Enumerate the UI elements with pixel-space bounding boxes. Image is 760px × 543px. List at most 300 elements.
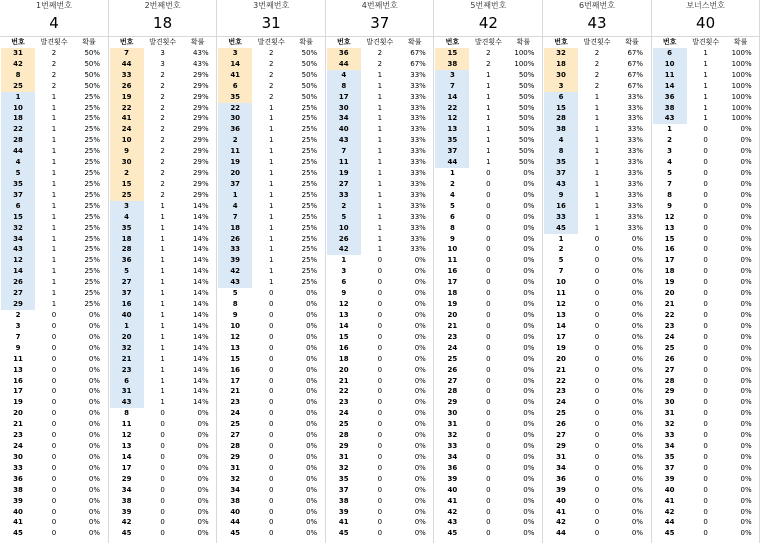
probability-cell[interactable]: 0% <box>631 376 643 385</box>
number-cell[interactable]: 45 <box>664 529 675 538</box>
number-cell[interactable]: 21 <box>447 321 458 330</box>
probability-cell[interactable]: 0% <box>306 332 318 341</box>
count-cell[interactable]: 1 <box>377 179 383 188</box>
count-cell[interactable]: 0 <box>703 332 708 341</box>
number-cell[interactable]: 4 <box>449 190 455 199</box>
count-cell[interactable]: 1 <box>594 103 600 112</box>
count-cell[interactable]: 1 <box>268 158 274 167</box>
count-cell[interactable]: 0 <box>486 387 491 396</box>
probability-cell[interactable]: 33% <box>410 201 426 210</box>
probability-cell[interactable]: 0% <box>414 496 426 505</box>
probability-cell[interactable]: 0% <box>88 431 100 440</box>
count-cell[interactable]: 0 <box>486 529 491 538</box>
probability-cell[interactable]: 25% <box>301 114 318 123</box>
count-cell[interactable]: 0 <box>703 223 708 232</box>
probability-cell[interactable]: 50% <box>518 114 535 123</box>
probability-cell[interactable]: 0% <box>631 463 643 472</box>
count-cell[interactable]: 1 <box>51 114 57 123</box>
group-drawn-number[interactable]: 37 <box>370 14 390 32</box>
count-cell[interactable]: 2 <box>594 81 600 90</box>
number-cell[interactable]: 7 <box>110 48 144 59</box>
count-cell[interactable]: 0 <box>594 518 600 527</box>
number-cell[interactable]: 1 <box>449 169 455 178</box>
count-cell[interactable]: 2 <box>160 179 165 188</box>
probability-cell[interactable]: 100% <box>514 48 535 57</box>
count-cell[interactable]: 2 <box>594 48 600 57</box>
count-cell[interactable]: 0 <box>703 387 708 396</box>
number-cell[interactable]: 17 <box>327 92 361 103</box>
probability-cell[interactable]: 0% <box>523 169 535 178</box>
number-cell[interactable]: 8 <box>449 223 455 232</box>
number-cell[interactable]: 18 <box>110 234 144 245</box>
count-cell[interactable]: 2 <box>268 48 274 57</box>
count-cell[interactable]: 1 <box>51 267 57 276</box>
count-cell[interactable]: 0 <box>51 354 57 363</box>
probability-cell[interactable]: 50% <box>301 70 318 79</box>
count-cell[interactable]: 0 <box>703 278 708 287</box>
number-cell[interactable]: 29 <box>447 398 458 407</box>
probability-cell[interactable]: 0% <box>631 529 643 538</box>
probability-cell[interactable]: 100% <box>731 48 752 57</box>
probability-cell[interactable]: 14% <box>193 332 209 341</box>
count-cell[interactable]: 0 <box>51 398 57 407</box>
number-cell[interactable]: 33 <box>544 212 578 223</box>
number-cell[interactable]: 4 <box>218 201 252 212</box>
number-cell[interactable]: 32 <box>110 343 144 354</box>
count-cell[interactable]: 0 <box>268 289 274 298</box>
count-cell[interactable]: 1 <box>160 245 165 254</box>
count-cell[interactable]: 0 <box>486 420 491 429</box>
probability-cell[interactable]: 0% <box>414 442 426 451</box>
count-cell[interactable]: 1 <box>51 234 57 243</box>
count-cell[interactable]: 0 <box>703 474 708 483</box>
count-cell[interactable]: 0 <box>594 452 600 461</box>
number-cell[interactable]: 2 <box>449 179 455 188</box>
number-cell[interactable]: 45 <box>544 223 578 234</box>
probability-cell[interactable]: 0% <box>523 387 535 396</box>
count-cell[interactable]: 2 <box>594 59 600 68</box>
number-cell[interactable]: 12 <box>121 431 132 440</box>
group-title[interactable]: 1번째번호 <box>35 1 72 10</box>
probability-cell[interactable]: 0% <box>414 321 426 330</box>
count-cell[interactable]: 0 <box>160 507 165 516</box>
count-cell[interactable]: 2 <box>160 103 165 112</box>
number-cell[interactable]: 30 <box>13 452 23 461</box>
count-cell[interactable]: 1 <box>377 169 383 178</box>
count-cell[interactable]: 0 <box>486 376 491 385</box>
count-cell[interactable]: 1 <box>51 212 57 221</box>
count-cell[interactable]: 0 <box>486 300 491 309</box>
number-cell[interactable]: 11 <box>13 354 23 363</box>
probability-cell[interactable]: 100% <box>731 114 752 123</box>
count-cell[interactable]: 0 <box>486 343 491 352</box>
probability-cell[interactable]: 0% <box>306 518 318 527</box>
number-cell[interactable]: 3 <box>544 81 578 92</box>
number-cell[interactable]: 20 <box>218 168 252 179</box>
number-cell[interactable]: 45 <box>121 529 132 538</box>
number-cell[interactable]: 25 <box>556 409 566 418</box>
count-cell[interactable]: 0 <box>594 474 600 483</box>
count-cell[interactable]: 0 <box>486 190 491 199</box>
probability-cell[interactable]: 50% <box>84 48 100 57</box>
count-cell[interactable]: 2 <box>377 59 383 68</box>
number-cell[interactable]: 24 <box>338 409 349 418</box>
column-header[interactable]: 번호 <box>228 38 242 46</box>
probability-cell[interactable]: 0% <box>414 332 426 341</box>
number-cell[interactable]: 24 <box>230 409 241 418</box>
probability-cell[interactable]: 0% <box>306 485 318 494</box>
probability-cell[interactable]: 50% <box>84 70 100 79</box>
count-cell[interactable]: 1 <box>160 212 165 221</box>
count-cell[interactable]: 0 <box>377 420 383 429</box>
probability-cell[interactable]: 14% <box>193 278 209 287</box>
count-cell[interactable]: 1 <box>268 212 274 221</box>
probability-cell[interactable]: 25% <box>301 234 318 243</box>
count-cell[interactable]: 0 <box>594 267 600 276</box>
probability-cell[interactable]: 14% <box>193 234 209 243</box>
count-cell[interactable]: 1 <box>377 114 383 123</box>
count-cell[interactable]: 0 <box>377 442 383 451</box>
count-cell[interactable]: 0 <box>594 376 600 385</box>
probability-cell[interactable]: 0% <box>414 289 426 298</box>
count-cell[interactable]: 0 <box>268 507 274 516</box>
number-cell[interactable]: 5 <box>449 201 455 210</box>
count-cell[interactable]: 0 <box>51 376 57 385</box>
probability-cell[interactable]: 0% <box>740 343 752 352</box>
probability-cell[interactable]: 0% <box>740 496 752 505</box>
number-cell[interactable]: 33 <box>664 431 675 440</box>
probability-cell[interactable]: 0% <box>523 518 535 527</box>
number-cell[interactable]: 43 <box>544 179 578 190</box>
count-cell[interactable]: 0 <box>703 267 708 276</box>
probability-cell[interactable]: 0% <box>306 398 318 407</box>
count-cell[interactable]: 0 <box>703 343 708 352</box>
number-cell[interactable]: 35 <box>435 135 469 146</box>
number-cell[interactable]: 25 <box>1 81 35 92</box>
count-cell[interactable]: 0 <box>594 300 600 309</box>
count-cell[interactable]: 1 <box>486 70 491 79</box>
number-cell[interactable]: 9 <box>544 190 578 201</box>
count-cell[interactable]: 0 <box>486 245 491 254</box>
count-cell[interactable]: 0 <box>594 245 600 254</box>
number-cell[interactable]: 26 <box>327 234 361 245</box>
count-cell[interactable]: 0 <box>594 234 600 243</box>
number-cell[interactable]: 39 <box>447 474 458 483</box>
count-cell[interactable]: 0 <box>377 376 383 385</box>
number-cell[interactable]: 36 <box>556 474 566 483</box>
number-cell[interactable]: 41 <box>218 70 252 81</box>
probability-cell[interactable]: 100% <box>514 59 535 68</box>
number-cell[interactable]: 11 <box>447 256 458 265</box>
number-cell[interactable]: 42 <box>447 507 458 516</box>
number-cell[interactable]: 35 <box>544 157 578 168</box>
count-cell[interactable]: 0 <box>703 147 708 156</box>
number-cell[interactable]: 25 <box>110 190 144 201</box>
probability-cell[interactable]: 0% <box>414 529 426 538</box>
group-title[interactable]: 6번째번호 <box>578 1 615 10</box>
probability-cell[interactable]: 0% <box>306 431 318 440</box>
number-cell[interactable]: 25 <box>664 343 675 352</box>
probability-cell[interactable]: 50% <box>301 81 318 90</box>
probability-cell[interactable]: 33% <box>410 212 426 221</box>
number-cell[interactable]: 36 <box>13 474 23 483</box>
count-cell[interactable]: 0 <box>594 463 600 472</box>
count-cell[interactable]: 0 <box>486 474 491 483</box>
count-cell[interactable]: 0 <box>703 507 708 516</box>
probability-cell[interactable]: 33% <box>410 125 426 134</box>
number-cell[interactable]: 8 <box>1 70 35 81</box>
count-cell[interactable]: 0 <box>486 409 491 418</box>
count-cell[interactable]: 0 <box>486 212 491 221</box>
count-cell[interactable]: 1 <box>51 245 57 254</box>
number-cell[interactable]: 11 <box>556 289 566 298</box>
number-cell[interactable]: 11 <box>653 70 687 81</box>
number-cell[interactable]: 13 <box>230 343 241 352</box>
number-cell[interactable]: 22 <box>218 103 252 114</box>
number-cell[interactable]: 14 <box>435 92 469 103</box>
probability-cell[interactable]: 0% <box>414 398 426 407</box>
probability-cell[interactable]: 0% <box>306 529 318 538</box>
count-cell[interactable]: 0 <box>268 365 274 374</box>
count-cell[interactable]: 3 <box>160 59 165 68</box>
probability-cell[interactable]: 14% <box>193 365 209 374</box>
count-cell[interactable]: 1 <box>268 256 274 265</box>
probability-cell[interactable]: 0% <box>523 474 535 483</box>
count-cell[interactable]: 1 <box>160 332 165 341</box>
count-cell[interactable]: 0 <box>51 452 57 461</box>
number-cell[interactable]: 41 <box>110 113 144 124</box>
probability-cell[interactable]: 0% <box>88 420 100 429</box>
count-cell[interactable]: 0 <box>486 485 491 494</box>
count-cell[interactable]: 0 <box>160 485 165 494</box>
probability-cell[interactable]: 25% <box>84 201 100 210</box>
group-drawn-number[interactable]: 31 <box>261 14 281 32</box>
number-cell[interactable]: 29 <box>664 387 675 396</box>
number-cell[interactable]: 37 <box>110 288 144 299</box>
column-header[interactable]: 발견횟수 <box>692 38 720 46</box>
probability-cell[interactable]: 14% <box>193 212 209 221</box>
number-cell[interactable]: 40 <box>13 507 23 516</box>
number-cell[interactable]: 14 <box>218 59 252 70</box>
count-cell[interactable]: 1 <box>160 387 165 396</box>
number-cell[interactable]: 2 <box>667 136 673 145</box>
count-cell[interactable]: 0 <box>160 474 165 483</box>
number-cell[interactable]: 39 <box>13 496 23 505</box>
count-cell[interactable]: 1 <box>594 158 600 167</box>
probability-cell[interactable]: 0% <box>197 409 209 418</box>
count-cell[interactable]: 0 <box>51 507 57 516</box>
count-cell[interactable]: 0 <box>594 496 600 505</box>
number-cell[interactable]: 28 <box>447 387 458 396</box>
number-cell[interactable]: 38 <box>338 496 349 505</box>
probability-cell[interactable]: 50% <box>301 92 318 101</box>
probability-cell[interactable]: 29% <box>193 158 209 167</box>
count-cell[interactable]: 0 <box>377 409 383 418</box>
number-cell[interactable]: 22 <box>1 124 35 135</box>
probability-cell[interactable]: 33% <box>410 169 426 178</box>
probability-cell[interactable]: 0% <box>306 376 318 385</box>
number-cell[interactable]: 40 <box>230 507 241 516</box>
number-cell[interactable]: 9 <box>15 343 21 352</box>
column-header[interactable]: 확률 <box>733 38 748 46</box>
count-cell[interactable]: 0 <box>377 496 383 505</box>
probability-cell[interactable]: 0% <box>631 245 643 254</box>
probability-cell[interactable]: 0% <box>197 463 209 472</box>
probability-cell[interactable]: 0% <box>523 267 535 276</box>
probability-cell[interactable]: 0% <box>740 420 752 429</box>
number-cell[interactable]: 31 <box>556 452 566 461</box>
number-cell[interactable]: 10 <box>556 278 566 287</box>
number-cell[interactable]: 10 <box>653 59 687 70</box>
number-cell[interactable]: 29 <box>338 442 349 451</box>
count-cell[interactable]: 0 <box>703 300 708 309</box>
probability-cell[interactable]: 0% <box>197 452 209 461</box>
number-cell[interactable]: 16 <box>664 245 675 254</box>
count-cell[interactable]: 0 <box>51 365 57 374</box>
probability-cell[interactable]: 33% <box>627 103 643 112</box>
column-header[interactable]: 발견횟수 <box>583 38 611 46</box>
number-cell[interactable]: 37 <box>664 463 675 472</box>
count-cell[interactable]: 0 <box>51 343 57 352</box>
count-cell[interactable]: 0 <box>51 463 57 472</box>
count-cell[interactable]: 1 <box>594 147 600 156</box>
number-cell[interactable]: 3 <box>218 48 252 59</box>
probability-cell[interactable]: 50% <box>301 48 318 57</box>
count-cell[interactable]: 0 <box>703 190 708 199</box>
count-cell[interactable]: 0 <box>51 420 57 429</box>
count-cell[interactable]: 1 <box>594 190 600 199</box>
number-cell[interactable]: 14 <box>653 81 687 92</box>
number-cell[interactable]: 20 <box>556 354 566 363</box>
probability-cell[interactable]: 50% <box>518 81 535 90</box>
count-cell[interactable]: 0 <box>377 343 383 352</box>
count-cell[interactable]: 1 <box>268 267 274 276</box>
count-cell[interactable]: 0 <box>594 409 600 418</box>
count-cell[interactable]: 1 <box>377 103 383 112</box>
probability-cell[interactable]: 25% <box>301 212 318 221</box>
probability-cell[interactable]: 14% <box>193 289 209 298</box>
number-cell[interactable]: 21 <box>13 420 23 429</box>
probability-cell[interactable]: 0% <box>523 289 535 298</box>
number-cell[interactable]: 24 <box>664 332 675 341</box>
count-cell[interactable]: 0 <box>377 485 383 494</box>
count-cell[interactable]: 1 <box>51 136 57 145</box>
probability-cell[interactable]: 0% <box>414 354 426 363</box>
group-drawn-number[interactable]: 4 <box>49 14 59 32</box>
number-cell[interactable]: 12 <box>1 255 35 266</box>
probability-cell[interactable]: 0% <box>88 518 100 527</box>
count-cell[interactable]: 0 <box>160 518 165 527</box>
probability-cell[interactable]: 67% <box>627 70 643 79</box>
probability-cell[interactable]: 0% <box>523 190 535 199</box>
probability-cell[interactable]: 33% <box>410 81 426 90</box>
count-cell[interactable]: 0 <box>377 321 383 330</box>
count-cell[interactable]: 0 <box>268 343 274 352</box>
count-cell[interactable]: 0 <box>703 398 708 407</box>
number-cell[interactable]: 8 <box>232 300 238 309</box>
count-cell[interactable]: 0 <box>703 136 708 145</box>
probability-cell[interactable]: 0% <box>88 321 100 330</box>
number-cell[interactable]: 42 <box>664 507 675 516</box>
number-cell[interactable]: 24 <box>447 343 458 352</box>
number-cell[interactable]: 26 <box>556 420 566 429</box>
count-cell[interactable]: 1 <box>268 245 274 254</box>
count-cell[interactable]: 1 <box>268 136 274 145</box>
number-cell[interactable]: 34 <box>664 442 675 451</box>
probability-cell[interactable]: 0% <box>740 158 752 167</box>
count-cell[interactable]: 0 <box>594 529 600 538</box>
number-cell[interactable]: 7 <box>558 267 564 276</box>
number-cell[interactable]: 21 <box>664 300 675 309</box>
number-cell[interactable]: 20 <box>447 311 458 319</box>
number-cell[interactable]: 5 <box>667 169 673 178</box>
group-drawn-number[interactable]: 42 <box>478 14 498 32</box>
count-cell[interactable]: 1 <box>703 114 708 123</box>
probability-cell[interactable]: 14% <box>193 267 209 276</box>
probability-cell[interactable]: 0% <box>306 452 318 461</box>
number-cell[interactable]: 20 <box>338 365 349 374</box>
probability-cell[interactable]: 0% <box>740 190 752 199</box>
count-cell[interactable]: 0 <box>51 518 57 527</box>
group-title[interactable]: 보너스번호 <box>686 1 725 10</box>
number-cell[interactable]: 23 <box>230 398 241 407</box>
column-header[interactable]: 발견횟수 <box>474 38 502 46</box>
count-cell[interactable]: 1 <box>377 147 383 156</box>
count-cell[interactable]: 0 <box>486 169 491 178</box>
count-cell[interactable]: 0 <box>486 201 491 210</box>
probability-cell[interactable]: 33% <box>627 136 643 145</box>
probability-cell[interactable]: 33% <box>410 147 426 156</box>
number-cell[interactable]: 37 <box>218 179 252 190</box>
probability-cell[interactable]: 0% <box>306 496 318 505</box>
number-cell[interactable]: 19 <box>556 343 566 352</box>
count-cell[interactable]: 0 <box>51 529 57 538</box>
number-cell[interactable]: 30 <box>544 70 578 81</box>
probability-cell[interactable]: 29% <box>193 81 209 90</box>
count-cell[interactable]: 0 <box>486 365 491 374</box>
count-cell[interactable]: 1 <box>594 212 600 221</box>
number-cell[interactable]: 30 <box>110 157 144 168</box>
probability-cell[interactable]: 50% <box>84 81 100 90</box>
count-cell[interactable]: 0 <box>268 474 274 483</box>
count-cell[interactable]: 0 <box>160 409 165 418</box>
count-cell[interactable]: 2 <box>160 92 165 101</box>
probability-cell[interactable]: 0% <box>414 376 426 385</box>
count-cell[interactable]: 1 <box>703 48 708 57</box>
number-cell[interactable]: 12 <box>664 212 675 221</box>
number-cell[interactable]: 31 <box>447 420 458 429</box>
probability-cell[interactable]: 0% <box>306 442 318 451</box>
count-cell[interactable]: 1 <box>377 125 383 134</box>
column-header[interactable]: 확률 <box>516 38 531 46</box>
column-header[interactable]: 발견횟수 <box>149 38 177 46</box>
probability-cell[interactable]: 0% <box>631 300 643 309</box>
count-cell[interactable]: 2 <box>160 169 165 178</box>
probability-cell[interactable]: 0% <box>197 529 209 538</box>
number-cell[interactable]: 38 <box>230 496 241 505</box>
probability-cell[interactable]: 0% <box>523 420 535 429</box>
number-cell[interactable]: 22 <box>435 103 469 114</box>
count-cell[interactable]: 0 <box>594 278 600 287</box>
probability-cell[interactable]: 33% <box>627 190 643 199</box>
probability-cell[interactable]: 0% <box>631 518 643 527</box>
number-cell[interactable]: 43 <box>653 113 687 124</box>
number-cell[interactable]: 29 <box>556 442 566 451</box>
count-cell[interactable]: 2 <box>594 70 600 79</box>
number-cell[interactable]: 27 <box>110 277 144 288</box>
number-cell[interactable]: 6 <box>110 376 144 387</box>
count-cell[interactable]: 1 <box>160 201 165 210</box>
